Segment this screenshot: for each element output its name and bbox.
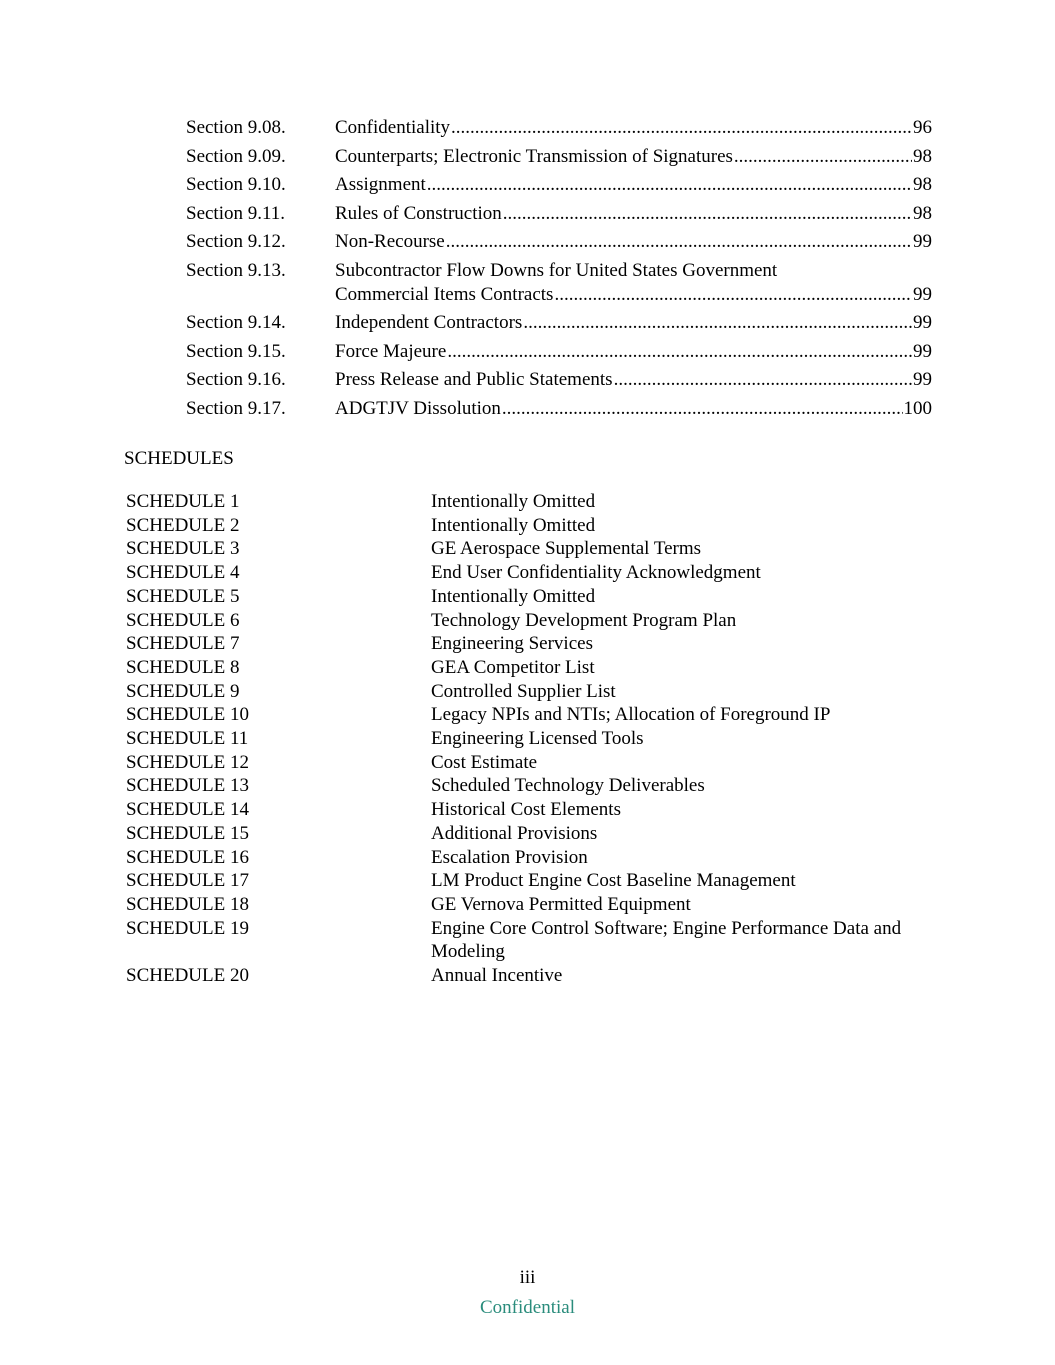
toc-entry[interactable] bbox=[186, 397, 932, 421]
schedule-title: Cost Estimate bbox=[431, 751, 538, 773]
schedule-row bbox=[126, 632, 926, 656]
schedule-row bbox=[126, 751, 926, 775]
toc-title-line: Rules of Construction bbox=[335, 202, 502, 224]
toc-section-number: Section 9.09. bbox=[186, 145, 286, 167]
toc-dot-leader bbox=[502, 397, 903, 421]
toc-title-line: Press Release and Public Statements bbox=[335, 369, 613, 390]
toc-section-number: Section 9.08. bbox=[186, 117, 286, 138]
toc-dot-leader bbox=[554, 283, 912, 307]
confidential-footer: Confidential bbox=[480, 1297, 575, 1318]
schedule-title: Annual Incentive bbox=[431, 965, 563, 987]
toc-section-number: Section 9.11. bbox=[186, 202, 286, 224]
toc-entry[interactable] bbox=[186, 311, 932, 335]
toc-dot-leader bbox=[451, 116, 912, 140]
schedule-title: Intentionally Omitted bbox=[431, 585, 596, 607]
schedule-title: Historical Cost Elements bbox=[431, 799, 621, 821]
page-number: iii bbox=[519, 1267, 536, 1288]
toc-dot-leader bbox=[503, 202, 912, 226]
schedule-row bbox=[126, 822, 926, 846]
schedule-row bbox=[126, 490, 926, 514]
toc-section-number: Section 9.17. bbox=[186, 397, 286, 419]
toc-title-line: Confidentiality bbox=[335, 117, 451, 138]
toc-dot-leader bbox=[446, 230, 912, 254]
toc-title-leader-line bbox=[335, 340, 932, 364]
schedule-row bbox=[126, 774, 926, 798]
schedule-row bbox=[126, 917, 926, 964]
schedule-number: SCHEDULE 7 bbox=[126, 633, 240, 655]
toc-title-leader-line bbox=[335, 202, 932, 226]
toc-page-number: 98 bbox=[913, 145, 932, 167]
toc-entry-body bbox=[335, 116, 932, 140]
toc-section-number: Section 9.14. bbox=[186, 312, 286, 333]
schedule-row bbox=[126, 561, 926, 585]
schedule-number: SCHEDULE 3 bbox=[126, 538, 240, 560]
schedule-number: SCHEDULE 9 bbox=[126, 680, 240, 702]
toc-page-number: 99 bbox=[913, 340, 932, 362]
toc-entry[interactable] bbox=[186, 116, 932, 140]
toc-page-number: 98 bbox=[913, 202, 932, 224]
schedule-row bbox=[126, 609, 926, 633]
toc-entry[interactable] bbox=[186, 145, 932, 169]
toc-page-number: 99 bbox=[913, 283, 932, 305]
toc-entry[interactable] bbox=[186, 230, 932, 254]
toc-title-line: Non-Recourse bbox=[335, 231, 445, 252]
schedule-title: Engineering Licensed Tools bbox=[431, 728, 644, 750]
toc-title-leader-line bbox=[335, 230, 932, 254]
toc-entry[interactable] bbox=[186, 202, 932, 226]
schedule-number: SCHEDULE 12 bbox=[126, 751, 249, 773]
schedule-number: SCHEDULE 20 bbox=[126, 965, 249, 987]
toc-page-number: 100 bbox=[903, 397, 932, 419]
schedule-number: SCHEDULE 16 bbox=[126, 846, 249, 868]
toc-entry[interactable] bbox=[186, 340, 932, 364]
schedule-row bbox=[126, 514, 926, 538]
schedule-row bbox=[126, 585, 926, 609]
schedule-row bbox=[126, 798, 926, 822]
toc-title-leader-line bbox=[335, 368, 932, 392]
schedule-row bbox=[126, 703, 926, 727]
toc-page-number: 99 bbox=[913, 369, 932, 390]
toc-entry-body bbox=[335, 173, 932, 197]
schedule-number: SCHEDULE 4 bbox=[126, 562, 240, 584]
schedules-list bbox=[126, 490, 926, 988]
schedule-row bbox=[126, 869, 926, 893]
schedule-number: SCHEDULE 15 bbox=[126, 822, 249, 844]
schedule-row bbox=[126, 727, 926, 751]
toc-entry[interactable] bbox=[186, 173, 932, 197]
toc-title-line: Independent Contractors bbox=[335, 312, 523, 333]
schedule-number: SCHEDULE 13 bbox=[126, 775, 249, 797]
schedule-row bbox=[126, 656, 926, 680]
schedules-heading: SCHEDULES bbox=[124, 448, 234, 469]
toc-entry-body bbox=[335, 311, 932, 335]
toc-page-number: 99 bbox=[913, 312, 932, 333]
toc-entry[interactable] bbox=[186, 259, 932, 307]
toc-dot-leader bbox=[734, 145, 912, 169]
schedule-row bbox=[126, 680, 926, 704]
toc-title-leader-line bbox=[335, 311, 932, 335]
schedule-number: SCHEDULE 19 bbox=[126, 917, 249, 939]
toc-entry-body bbox=[335, 202, 932, 226]
schedule-title: Intentionally Omitted bbox=[431, 491, 596, 512]
toc-dot-leader bbox=[427, 173, 912, 197]
toc-dot-leader bbox=[447, 340, 912, 364]
toc-title-line: ADGTJV Dissolution bbox=[335, 397, 501, 419]
schedule-number: SCHEDULE 10 bbox=[126, 704, 249, 726]
toc-entry-body bbox=[335, 340, 932, 364]
toc-title-line: Force Majeure bbox=[335, 340, 447, 362]
toc-section-number: Section 9.16. bbox=[186, 369, 286, 390]
schedule-number: SCHEDULE 8 bbox=[126, 656, 240, 678]
schedule-title: Intentionally Omitted bbox=[431, 514, 596, 536]
toc-entry-body bbox=[335, 368, 932, 392]
schedule-number: SCHEDULE 5 bbox=[126, 585, 240, 607]
toc-title-line: Subcontractor Flow Downs for United States Government bbox=[335, 259, 778, 281]
schedule-title: Additional Provisions bbox=[431, 822, 598, 844]
schedule-row bbox=[126, 964, 926, 988]
schedule-number: SCHEDULE 2 bbox=[126, 514, 240, 536]
schedule-title: Legacy NPIs and NTIs; Allocation of Foreground IP bbox=[431, 704, 831, 726]
toc-entry-body bbox=[335, 145, 932, 169]
schedule-title: LM Product Engine Cost Baseline Management bbox=[431, 870, 796, 892]
toc-page-number: 98 bbox=[913, 174, 932, 195]
schedule-title: Controlled Supplier List bbox=[431, 680, 616, 702]
toc-title-leader-line bbox=[335, 283, 932, 307]
toc-dot-leader bbox=[523, 311, 912, 335]
toc-section-number: Section 9.10. bbox=[186, 174, 286, 195]
schedule-number: SCHEDULE 6 bbox=[126, 609, 240, 631]
table-of-contents bbox=[186, 116, 932, 425]
schedule-title: Technology Development Program Plan bbox=[431, 609, 737, 631]
schedule-number: SCHEDULE 17 bbox=[126, 870, 249, 892]
schedule-number: SCHEDULE 1 bbox=[126, 491, 240, 512]
schedule-row bbox=[126, 537, 926, 561]
toc-entry-body bbox=[335, 230, 932, 254]
toc-dot-leader bbox=[614, 368, 912, 392]
schedule-number: SCHEDULE 11 bbox=[126, 728, 249, 750]
toc-entry[interactable] bbox=[186, 368, 932, 392]
toc-title-line: Assignment bbox=[335, 174, 426, 195]
schedule-title: GE Vernova Permitted Equipment bbox=[431, 893, 691, 915]
schedule-title: Escalation Provision bbox=[431, 846, 588, 868]
schedule-title: End User Confidentiality Acknowledgment bbox=[431, 562, 761, 584]
toc-section-number: Section 9.12. bbox=[186, 231, 286, 252]
toc-page-number: 99 bbox=[913, 231, 932, 252]
toc-entry-body bbox=[335, 397, 932, 421]
toc-section-number: Section 9.15. bbox=[186, 340, 286, 362]
schedule-title: Engineering Services bbox=[431, 633, 593, 655]
schedule-title: Scheduled Technology Deliverables bbox=[431, 775, 705, 797]
schedule-title: GEA Competitor List bbox=[431, 656, 595, 678]
schedule-title: Engine Core Control Software; Engine Performance Data and Modeling bbox=[431, 917, 902, 963]
toc-title-line: Counterparts; Electronic Transmission of Signatures bbox=[335, 145, 733, 167]
schedule-title: GE Aerospace Supplemental Terms bbox=[431, 538, 702, 560]
toc-section-number: Section 9.13. bbox=[186, 259, 286, 281]
toc-entry-body bbox=[335, 259, 932, 307]
schedule-row bbox=[126, 893, 926, 917]
toc-title-leader-line bbox=[335, 116, 932, 140]
toc-title-line: Commercial Items Contracts bbox=[335, 283, 554, 305]
toc-page-number: 96 bbox=[913, 117, 932, 138]
toc-title-leader-line bbox=[335, 397, 932, 421]
schedule-number: SCHEDULE 14 bbox=[126, 799, 249, 821]
schedule-row bbox=[126, 846, 926, 870]
schedule-number: SCHEDULE 18 bbox=[126, 893, 249, 915]
toc-title-leader-line bbox=[335, 173, 932, 197]
toc-title-leader-line bbox=[335, 145, 932, 169]
